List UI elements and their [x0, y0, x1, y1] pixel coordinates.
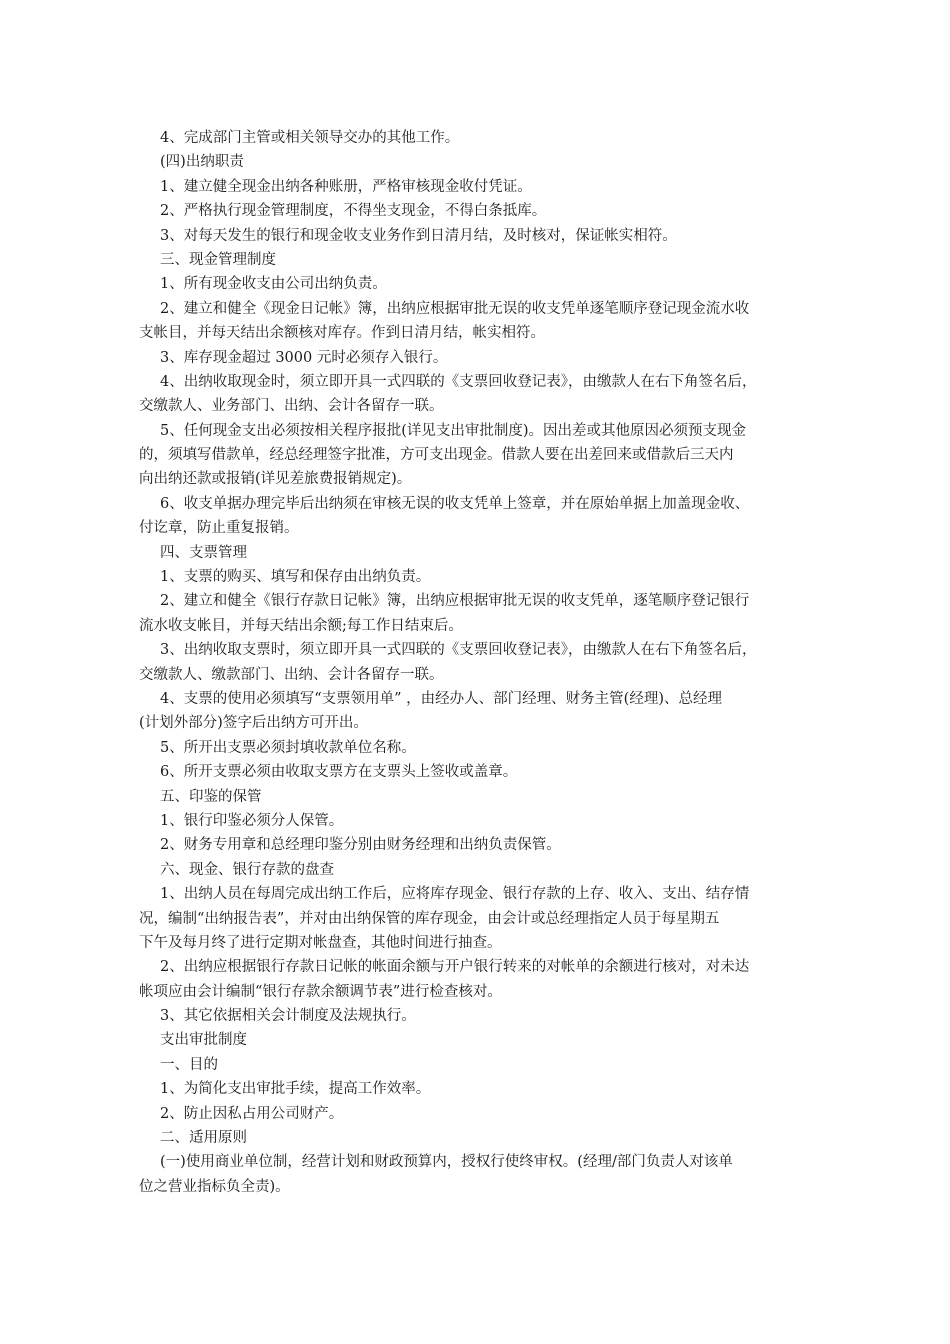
document-body: [139, 126, 819, 1199]
text-line: 5、任何现金支出必须按相关程序报批(详见支出审批制度)。因出差或其他原因必须预支现金: [160, 422, 747, 439]
text-line: 2、防止因私占用公司财产。: [160, 1105, 344, 1122]
text-line: 1、所有现金收支由公司出纳负责。: [160, 276, 387, 293]
text-line: 流水收支帐目，并每天结出余额;每工作日结束后。: [139, 617, 463, 634]
text-line: 向出纳还款或报销(详见差旅费报销规定)。: [139, 471, 412, 488]
text-line: (四)出纳职责: [160, 154, 244, 171]
text-line: 付讫章，防止重复报销。: [139, 520, 299, 537]
text-line: 1、为简化支出审批手续，提高工作效率。: [160, 1081, 431, 1098]
text-line: 4、完成部门主管或相关领导交办的其他工作。: [160, 130, 460, 146]
text-line: 三、现金管理制度: [160, 251, 276, 268]
text-line: (计划外部分)签字后出纳方可开出。: [139, 715, 368, 732]
text-line: 2、出纳应根据银行存款日记帐的帐面余额与开户银行转来的对帐单的余额进行核对，对未达: [160, 959, 750, 976]
text-line: 1、出纳人员在每周完成出纳工作后，应将库存现金、银行存款的上存、收入、支出、结存情: [160, 886, 750, 903]
text-line: 五、印鉴的保管: [160, 788, 262, 805]
text-line: 1、银行印鉴必须分人保管。: [160, 812, 344, 829]
text-line: 支出审批制度: [160, 1032, 247, 1049]
text-line: 位之营业指标负全责)。: [139, 1178, 290, 1195]
text-line: 的，须填写借款单，经总经理签字批准，方可支出现金。借款人要在出差回来或借款后三天内: [139, 447, 734, 464]
text-line: 3、对每天发生的银行和现金收支业务作到日清月结，及时核对，保证帐实相符。: [160, 227, 677, 244]
text-line: 一、目的: [160, 1056, 218, 1073]
text-line: 帐项应由会计编制“银行存款余额调节表”进行检查核对。: [139, 983, 502, 1000]
text-line: 二、适用原则: [160, 1130, 247, 1147]
text-line: 1、建立健全现金出纳各种账册，严格审核现金收付凭证。: [160, 178, 532, 195]
text-line: 交缴款人、业务部门、出纳、会计各留存一联。: [139, 398, 444, 415]
text-line: 六、现金、银行存款的盘查: [160, 861, 334, 878]
text-line: 2、建立和健全《银行存款日记帐》簿，出纳应根据审批无误的收支凭单，逐笔顺序登记银行: [160, 593, 750, 610]
text-line: 四、支票管理: [160, 544, 247, 561]
text-line: 3、库存现金超过 3000 元时必须存入银行。: [160, 349, 448, 366]
text-line: 2、严格执行现金管理制度，不得坐支现金，不得白条抵库。: [160, 203, 547, 220]
text-line: 下午及每月终了进行定期对帐盘查，其他时间进行抽查。: [139, 934, 502, 951]
text-line: 2、建立和健全《现金日记帐》簿，出纳应根据审批无误的收支凭单逐笔顺序登记现金流水收: [160, 300, 750, 317]
text-line: 6、所开支票必须由收取支票方在支票头上签收或盖章。: [160, 764, 518, 781]
text-line: 6、收支单据办理完毕后出纳须在审核无误的收支凭单上签章，并在原始单据上加盖现金收、: [160, 495, 750, 512]
text-line: 1、支票的购买、填写和保存由出纳负责。: [160, 569, 431, 586]
text-line: 2、财务专用章和总经理印鉴分别由财务经理和出纳负责保管。: [160, 837, 561, 854]
text-line: 5、所开出支票必须封填收款单位名称。: [160, 739, 416, 756]
text-line: 4、支票的使用必须填写“支票领用单” ，由经办人、部门经理、财务主管(经理)、总经理: [160, 690, 722, 707]
text-line: (一)使用商业单位制，经营计划和财政预算内，授权行使终审权。(经理/部门负责人对该单: [160, 1154, 733, 1171]
text-line: 4、出纳收取现金时，须立即开具一式四联的《支票回收登记表》，由缴款人在右下角签名后，: [160, 373, 757, 390]
text-line: 支帐目，并每天结出余额核对库存。作到日清月结，帐实相符。: [139, 325, 545, 342]
text-line: 3、其它依据相关会计制度及法规执行。: [160, 1008, 416, 1025]
text-line: 况，编制“出纳报告表”，并对由出纳保管的库存现金，由会计或总经理指定人员于每星期五: [139, 910, 720, 927]
text-line: 交缴款人、缴款部门、出纳、会计各留存一联。: [139, 666, 444, 683]
text-line: 3、出纳收取支票时，须立即开具一式四联的《支票回收登记表》，由缴款人在右下角签名后，: [160, 642, 757, 659]
